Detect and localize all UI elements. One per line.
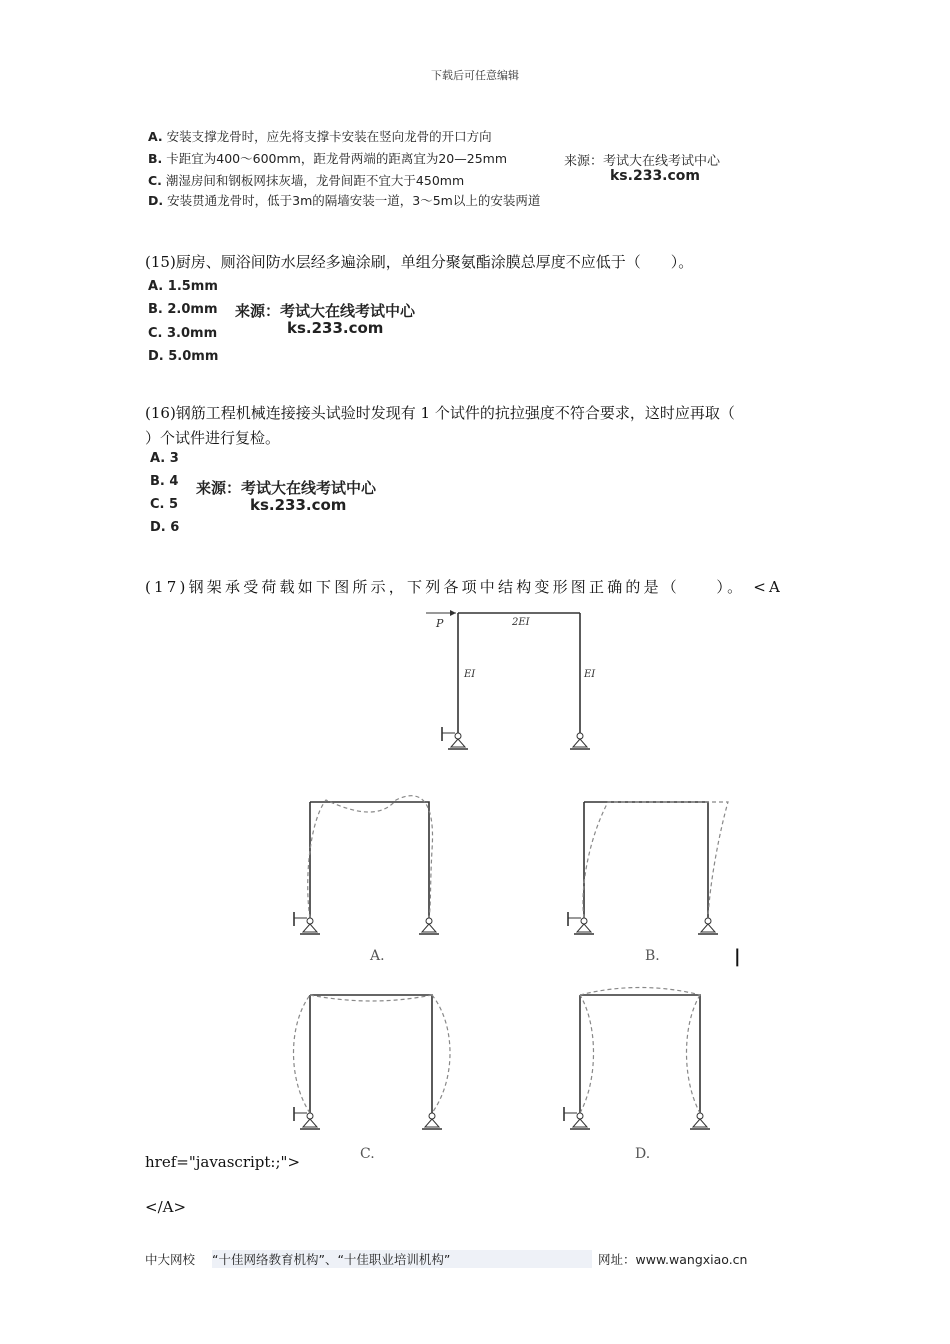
load-arrowhead (450, 610, 456, 616)
left-column-label: EI (464, 669, 476, 680)
q17-answer-a-diagram (286, 790, 456, 950)
q17-stem: (17)钢架承受荷载如下图所示，下列各项中结构变形图正确的是（ ）。 <A (145, 578, 784, 596)
q17-answer-b-diagram (560, 790, 740, 950)
q16-option-b: B. 4 (150, 474, 179, 489)
q15-option-c: C. 3.0mm (148, 326, 218, 341)
footer-site: 网址：www.wangxiao.cn (598, 1252, 748, 1267)
q15-watermark: 来源：考试大在线考试中心 ks.233.com (235, 302, 416, 337)
q15-option-d: D. 5.0mm (148, 349, 219, 364)
left-pin (455, 733, 461, 739)
q16-option-d: D. 6 (150, 520, 180, 535)
q14-option-d: D. 安装贯通龙骨时，低于3m的隔墙安装一道，3～5m以上的安装两道 (148, 193, 541, 208)
text-cursor: | (734, 946, 741, 967)
q14-option-c: C. 潮湿房间和钢板网抹灰墙，龙骨间距不宜大于450mm (148, 173, 465, 188)
q16-option-c: C. 5 (150, 497, 179, 512)
q17-answer-c-diagram (282, 985, 462, 1145)
q17-frame-diagram (420, 605, 600, 760)
page-header-note: 下载后可任意编辑 (431, 69, 519, 82)
footer-slogan: “十佳网络教育机构”、“十佳职业培训机构” (212, 1250, 592, 1268)
q17-answer-a-label: A. (370, 948, 385, 964)
q17-answer-d-label: D. (635, 1146, 651, 1162)
html-artifact-href: href="javascript:;"> (145, 1153, 301, 1171)
q17-answer-d-diagram (558, 985, 738, 1145)
beam-stiffness-label: 2EI (512, 617, 530, 628)
q17-answer-b-label: B. (645, 948, 660, 964)
q16-option-a: A. 3 (150, 451, 179, 466)
q14-watermark: 来源：考试大在线考试中心 ks.233.com (564, 154, 721, 185)
right-support (573, 739, 587, 747)
q16-stem-line1: (16)钢筋工程机械连接接头试验时发现有 1 个试件的抗拉强度不符合要求，这时应再取（ (145, 404, 735, 422)
right-column-label: EI (584, 669, 596, 680)
right-pin (577, 733, 583, 739)
q17-answer-c-label: C. (360, 1146, 375, 1162)
q15-option-a: A. 1.5mm (148, 279, 218, 294)
footer-org: 中大网校 (145, 1252, 196, 1267)
q15-option-b: B. 2.0mm (148, 302, 218, 317)
load-label: P (436, 617, 444, 630)
left-support (451, 739, 465, 747)
q16-stem-line2: ）个试件进行复检。 (145, 429, 281, 447)
q14-option-b: B. 卡距宜为400～600mm，距龙骨两端的距离宜为20—25mm (148, 151, 508, 166)
q14-option-a: A. 安装支撑龙骨时，应先将支撑卡安装在竖向龙骨的开口方向 (148, 129, 492, 144)
q15-stem: (15)厨房、厕浴间防水层经多遍涂刷，单组分聚氨酯涂膜总厚度不应低于（ ）。 (145, 253, 694, 271)
q16-watermark: 来源：考试大在线考试中心 ks.233.com (196, 479, 377, 514)
footer-site-link[interactable]: www.wangxiao.cn (635, 1252, 748, 1267)
html-artifact-close-tag: </A> (145, 1198, 187, 1216)
